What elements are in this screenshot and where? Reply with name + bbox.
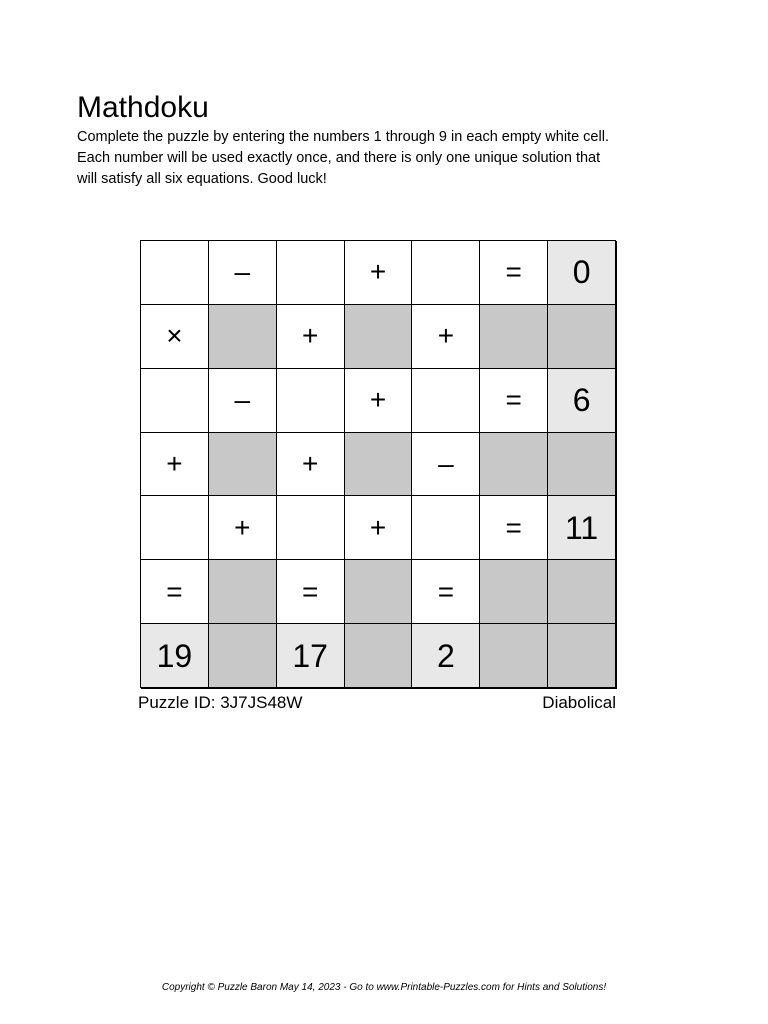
empty-cell[interactable] bbox=[277, 241, 345, 305]
result-cell: 17 bbox=[277, 624, 345, 688]
empty-cell[interactable] bbox=[277, 369, 345, 433]
result-cell: 2 bbox=[412, 624, 480, 688]
operator-cell: + bbox=[345, 496, 413, 560]
blocked-cell bbox=[345, 624, 413, 688]
empty-cell[interactable] bbox=[141, 369, 209, 433]
operator-cell: = bbox=[480, 241, 548, 305]
blocked-cell bbox=[345, 560, 413, 624]
operator-cell: = bbox=[277, 560, 345, 624]
empty-cell[interactable] bbox=[277, 496, 345, 560]
empty-cell[interactable] bbox=[141, 496, 209, 560]
operator-cell: = bbox=[480, 496, 548, 560]
page-title: Mathdoku bbox=[77, 91, 209, 124]
empty-cell[interactable] bbox=[412, 369, 480, 433]
result-cell: 0 bbox=[548, 241, 616, 305]
operator-cell: = bbox=[480, 369, 548, 433]
copyright-footer: Copyright © Puzzle Baron May 14, 2023 - Go to www.Printable-Puzzles.com for Hints and Solutions! bbox=[161, 982, 607, 993]
operator-cell: – bbox=[209, 369, 277, 433]
difficulty-label: Diabolical bbox=[542, 693, 616, 712]
puzzle-id: Puzzle ID: 3J7JS48W bbox=[138, 693, 303, 712]
operator-cell: = bbox=[141, 560, 209, 624]
blocked-cell bbox=[209, 560, 277, 624]
blocked-cell bbox=[209, 433, 277, 497]
blocked-cell bbox=[209, 305, 277, 369]
instructions-line: Complete the puzzle by entering the numbers 1 through 9 in each empty white cell. bbox=[77, 129, 609, 145]
operator-cell: × bbox=[141, 305, 209, 369]
empty-cell[interactable] bbox=[412, 496, 480, 560]
instructions-line: Each number will be used exactly once, and there is only one unique solution that bbox=[77, 150, 601, 166]
blocked-cell bbox=[548, 305, 616, 369]
operator-cell: + bbox=[141, 433, 209, 497]
blocked-cell bbox=[345, 305, 413, 369]
empty-cell[interactable] bbox=[412, 241, 480, 305]
operator-cell: – bbox=[412, 433, 480, 497]
blocked-cell bbox=[480, 433, 548, 497]
blocked-cell bbox=[480, 624, 548, 688]
result-cell: 6 bbox=[548, 369, 616, 433]
instructions-line: will satisfy all six equations. Good luck! bbox=[77, 171, 327, 187]
result-cell: 19 bbox=[141, 624, 209, 688]
blocked-cell bbox=[548, 560, 616, 624]
operator-cell: + bbox=[412, 305, 480, 369]
operator-cell: + bbox=[345, 241, 413, 305]
operator-cell: – bbox=[209, 241, 277, 305]
operator-cell: + bbox=[345, 369, 413, 433]
operator-cell: = bbox=[412, 560, 480, 624]
result-cell: 11 bbox=[548, 496, 616, 560]
blocked-cell bbox=[480, 305, 548, 369]
operator-cell: + bbox=[277, 305, 345, 369]
blocked-cell bbox=[345, 433, 413, 497]
instructions bbox=[77, 127, 717, 190]
blocked-cell bbox=[548, 433, 616, 497]
puzzle-grid bbox=[140, 240, 616, 688]
blocked-cell bbox=[480, 560, 548, 624]
empty-cell[interactable] bbox=[141, 241, 209, 305]
blocked-cell bbox=[209, 624, 277, 688]
operator-cell: + bbox=[277, 433, 345, 497]
operator-cell: + bbox=[209, 496, 277, 560]
blocked-cell bbox=[548, 624, 616, 688]
